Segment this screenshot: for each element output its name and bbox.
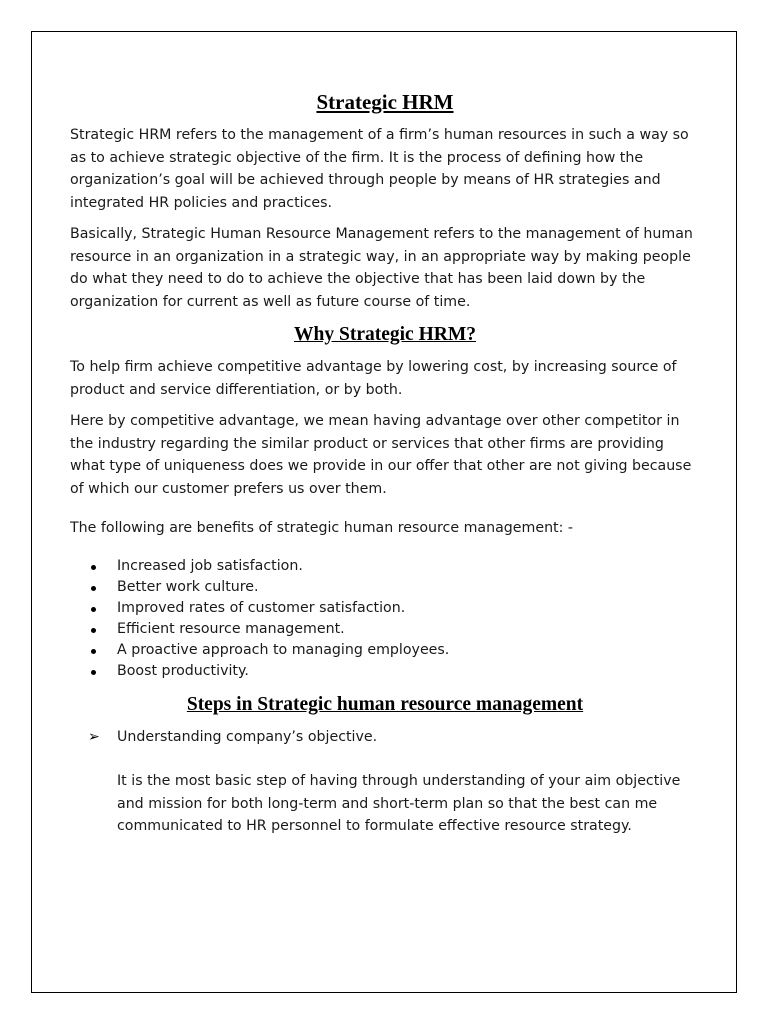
document-body: [70, 88, 700, 847]
intro-paragraph-2: Basically, Strategic Human Resource Management refers to the management of human resource in an organization in a strategic way, in an appropriate way by making people do what they need to do to achieve the objective that has been laid down by the organization for current as well as future course of time.: [70, 226, 693, 310]
benefit-item: Better work culture.: [70, 577, 700, 598]
why-heading: Why Strategic HRM?: [294, 324, 476, 345]
benefit-item: Boost productivity.: [70, 661, 700, 682]
benefit-item: Increased job satisfaction.: [70, 556, 700, 577]
step-item: [70, 726, 700, 749]
step-title: Understanding company’s objective.: [117, 728, 378, 745]
step-description: It is the most basic step of having through understanding of your aim objective and mission for both long-term and short-term plan so that the best can me communicated to HR personnel to formulate effective resource strategy.: [117, 773, 681, 834]
benefit-item: Improved rates of customer satisfaction.: [70, 598, 700, 619]
arrow-bullet-icon: ➢: [88, 728, 100, 745]
benefit-item: Efficient resource management.: [70, 619, 700, 640]
document-title: Strategic HRM: [316, 90, 454, 114]
benefits-intro: The following are benefits of strategic human resource management: -: [70, 520, 574, 536]
benefits-list: [70, 556, 700, 682]
benefit-item: A proactive approach to managing employees.: [70, 640, 700, 661]
why-paragraph-2: Here by competitive advantage, we mean having advantage over other competitor in the industry regarding the similar product or services that other firms are providing what type of uniqueness does we provide in our offer that other are not giving because of which our customer prefers us over them.: [70, 413, 692, 497]
intro-paragraph-1: Strategic HRM refers to the management of a firm’s human resources in such a way so as to achieve strategic objective of the firm. It is the process of defining how the organization’s goal will be achieved through people by means of HR strategies and integrated HR policies and practices.: [70, 127, 689, 211]
steps-heading: Steps in Strategic human resource management: [186, 693, 584, 715]
why-paragraph-1: To help firm achieve competitive advantage by lowering cost, by increasing source of product and service differentiation, or by both.: [70, 359, 677, 398]
